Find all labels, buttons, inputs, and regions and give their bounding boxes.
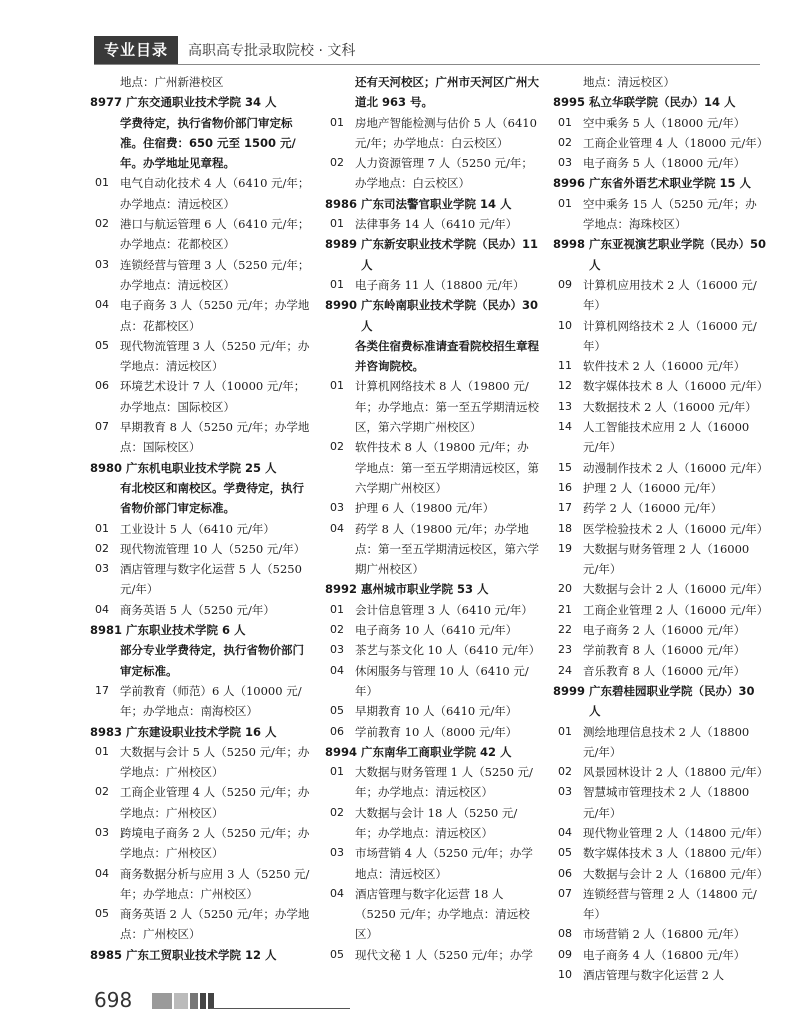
- major-code: 19: [558, 541, 572, 555]
- college-entry: [325, 579, 540, 599]
- major-entry: [553, 133, 768, 153]
- college-note: 学费待定，执行省物价部门审定标准。住宿费：650 元至 1500 元/年。办学地址见章程。: [120, 115, 296, 171]
- major-entry: [553, 417, 768, 458]
- college-code: 8990: [325, 298, 358, 313]
- major-code: 01: [558, 196, 572, 210]
- major-code: 01: [330, 602, 344, 616]
- college-code: 8992: [325, 582, 358, 597]
- major-text: 工商企业管理 2 人（16000 元/年）: [583, 602, 769, 617]
- college-code: 8996: [553, 176, 586, 191]
- college-name: 广东新安职业技术学院（民办）11 人: [361, 237, 539, 272]
- college-note: 各类住宿费标准请查看院校招生章程并咨询院校。: [355, 338, 539, 374]
- major-code: 02: [330, 623, 344, 637]
- college-entry: [90, 945, 315, 965]
- college-entry: [325, 234, 540, 275]
- major-entry: [90, 539, 315, 559]
- college-name: 广东司法警官职业学院 14 人: [361, 196, 512, 211]
- major-text: 电气自动化技术 4 人（6410 元/年；办学地点：清远校区）: [120, 176, 310, 211]
- college-name: 广东南华工商职业学院 42 人: [361, 744, 512, 759]
- major-code: 21: [558, 602, 572, 616]
- major-entry: [553, 823, 768, 843]
- major-entry: [90, 559, 315, 600]
- major-entry: [90, 295, 315, 336]
- college-note: 还有天河校区；广州市天河区广州大道北 963 号。: [355, 75, 539, 110]
- college-note: 有北校区和南校区。学费待定，执行省物价部门审定标准。: [120, 480, 304, 516]
- major-code: 02: [95, 541, 109, 555]
- major-text: 电子商务 4 人（16800 元/年）: [583, 947, 746, 962]
- major-text: 酒店管理与数字化运营 2 人: [583, 968, 725, 983]
- major-code: 04: [558, 825, 572, 839]
- major-entry: [325, 498, 540, 518]
- major-text: 现代物流管理 3 人（5250 元/年；办学地点：清远校区）: [120, 338, 310, 374]
- major-code: 11: [558, 359, 572, 373]
- major-entry: [90, 417, 315, 458]
- college-entry: [90, 722, 315, 742]
- major-text: 电子商务 3 人（5250 元/年；办学地点：花都校区）: [120, 298, 310, 333]
- major-code: 04: [95, 866, 109, 880]
- college-entry: [325, 742, 540, 762]
- college-name: 广东亚视演艺职业学院（民办）50 人: [589, 237, 767, 272]
- major-text: 工商企业管理 4 人（5250 元/年；办学地点：广州校区）: [120, 785, 310, 820]
- major-entry: [325, 214, 540, 234]
- major-text: 空中乘务 5 人（18000 元/年）: [583, 115, 746, 130]
- college-entry: [553, 234, 768, 275]
- major-code: 22: [558, 623, 572, 637]
- major-entry: [553, 478, 768, 498]
- major-code: 05: [330, 704, 344, 718]
- major-text: 计算机网络技术 2 人（16000 元/年）: [583, 318, 757, 353]
- major-entry: [553, 498, 768, 518]
- major-code: 01: [330, 765, 344, 779]
- major-code: 04: [95, 602, 109, 616]
- major-code: 05: [558, 846, 572, 860]
- major-text: 人力资源管理 7 人（5250 元/年；办学地点：白云校区）: [355, 156, 533, 191]
- major-code: 03: [95, 825, 109, 839]
- major-code: 05: [95, 907, 109, 921]
- college-entry: [90, 92, 315, 112]
- major-text: 现代文秘 1 人（5250 元/年；办学: [355, 947, 533, 962]
- major-code: 01: [330, 115, 344, 129]
- major-entry: [325, 701, 540, 721]
- major-entry: [553, 884, 768, 925]
- major-entry: [90, 519, 315, 539]
- major-entry: [325, 519, 540, 580]
- major-text: 计算机应用技术 2 人（16000 元/年）: [583, 277, 757, 313]
- major-code: 07: [95, 420, 109, 434]
- major-text: 风景园林设计 2 人（18800 元/年）: [583, 765, 769, 780]
- major-text: 地点：清远校区）: [583, 75, 675, 89]
- major-code: 02: [558, 765, 572, 779]
- major-entry: [553, 843, 768, 863]
- major-code: 04: [330, 521, 344, 535]
- college-name: 广东交通职业技术学院 34 人: [126, 95, 277, 110]
- major-entry: [553, 539, 768, 580]
- major-code: 06: [558, 866, 572, 880]
- college-entry: [553, 681, 768, 722]
- college-note: 部分专业学费待定，执行省物价部门审定标准。: [120, 643, 304, 678]
- footer-divider: [210, 1008, 350, 1009]
- major-code: 04: [330, 886, 344, 900]
- major-text: 大数据与会计 2 人（16000 元/年）: [583, 582, 769, 597]
- major-entry: [325, 113, 540, 154]
- major-code: 02: [95, 217, 109, 231]
- major-entry: [90, 681, 315, 722]
- major-text: 工商企业管理 4 人（18000 元/年）: [583, 135, 769, 150]
- college-code: 8983: [90, 724, 123, 739]
- major-code: 05: [95, 338, 109, 352]
- major-text: 大数据与会计 18 人（5250 元/年；办学地点：清远校区）: [355, 805, 518, 840]
- major-code: 12: [558, 379, 572, 393]
- major-entry: [553, 722, 768, 763]
- major-text: 学前教育 8 人（16000 元/年）: [583, 643, 746, 658]
- major-code: 16: [558, 480, 572, 494]
- major-text: 酒店管理与数字化运营 5 人（5250 元/年）: [120, 562, 302, 597]
- college-code: 8995: [553, 95, 586, 110]
- major-text: 跨境电子商务 2 人（5250 元/年；办学地点：广州校区）: [120, 825, 310, 861]
- major-text: 电子商务 11 人（18800 元/年）: [355, 277, 525, 292]
- major-code: 04: [95, 298, 109, 312]
- major-entry: [553, 113, 768, 133]
- major-code: 07: [558, 886, 572, 900]
- major-code: 17: [558, 501, 572, 515]
- major-text: 市场营销 2 人（16800 元/年）: [583, 927, 746, 942]
- college-code: 8998: [553, 237, 586, 252]
- major-text: 工业设计 5 人（6410 元/年）: [120, 521, 275, 536]
- major-entry: [90, 782, 315, 823]
- college-code: 8994: [325, 744, 358, 759]
- college-code: 8980: [90, 460, 123, 475]
- major-code: 15: [558, 460, 572, 474]
- major-entry: [553, 864, 768, 884]
- major-text: 房地产智能检测与估价 5 人（6410 元/年；办学地点：白云校区）: [355, 115, 537, 150]
- major-text: 学前教育（师范）6 人（10000 元/年；办学地点：南海校区）: [120, 683, 302, 719]
- major-code: 01: [558, 115, 572, 129]
- major-text: 软件技术 8 人（19800 元/年；办学地点：第一至五学期清远校区，第六学期广州校区）: [355, 440, 539, 495]
- major-code: 02: [330, 156, 344, 170]
- major-text: 大数据与会计 2 人（16800 元/年）: [583, 866, 769, 881]
- major-text: 电子商务 2 人（16000 元/年）: [583, 623, 746, 638]
- major-entry: [90, 173, 315, 214]
- major-entry: [90, 600, 315, 620]
- major-text: 护理 2 人（16000 元/年）: [583, 480, 723, 495]
- college-code: 8999: [553, 683, 586, 698]
- major-entry: [553, 458, 768, 478]
- major-code: 01: [95, 521, 109, 535]
- major-text: 电子商务 10 人（6410 元/年）: [355, 623, 518, 638]
- major-entry: [325, 722, 540, 742]
- major-code: 10: [558, 318, 572, 332]
- major-text: 大数据与财务管理 1 人（5250 元/年；办学地点：清远校区）: [355, 765, 533, 800]
- major-entry: [553, 153, 768, 173]
- major-text: 药学 2 人（16000 元/年）: [583, 501, 723, 516]
- major-code: 03: [95, 257, 109, 271]
- section-tag: 专业目录: [94, 36, 178, 64]
- major-code: 18: [558, 521, 572, 535]
- major-code: 24: [558, 663, 572, 677]
- college-entry: [90, 458, 315, 478]
- college-name: 广东职业技术学院 6 人: [126, 623, 246, 638]
- major-text: 酒店管理与数字化运营 18 人（5250 元/年；办学地点：清远校区）: [355, 886, 530, 942]
- major-code: 05: [330, 947, 344, 961]
- major-entry: [553, 640, 768, 660]
- college-name: 私立华联学院（民办）14 人: [589, 95, 736, 110]
- major-text: 大数据技术 2 人（16000 元/年）: [583, 399, 757, 414]
- major-entry: [90, 336, 315, 377]
- major-text: 人工智能技术应用 2 人（16000 元/年）: [583, 420, 750, 455]
- major-code: 17: [95, 683, 109, 697]
- major-entry: [90, 904, 315, 945]
- major-code: 01: [330, 379, 344, 393]
- major-text: 法律事务 14 人（6410 元/年）: [355, 217, 518, 232]
- major-code: 01: [95, 744, 109, 758]
- major-text: 护理 6 人（19800 元/年）: [355, 501, 495, 516]
- major-entry: [325, 762, 540, 803]
- column-1: [90, 72, 315, 965]
- major-entry: [553, 194, 768, 235]
- major-code: 14: [558, 420, 572, 434]
- major-text: 早期教育 8 人（5250 元/年；办学地点：国际校区）: [120, 420, 310, 455]
- major-text: 连锁经营与管理 2 人（14800 元/年）: [583, 886, 757, 922]
- major-text: 商务数据分析与应用 3 人（5250 元/年；办学地点：广州校区）: [120, 866, 310, 901]
- major-code: 09: [558, 277, 572, 291]
- major-entry: [553, 356, 768, 376]
- major-code: 02: [330, 805, 344, 819]
- major-text: 电子商务 5 人（18000 元/年）: [583, 156, 746, 171]
- college-name: 广东岭南职业技术学院（民办）30 人: [361, 298, 539, 333]
- major-entry: [325, 640, 540, 660]
- major-text: 地点：广州新港校区: [120, 75, 224, 89]
- major-text: 医学检验技术 2 人（16000 元/年）: [583, 521, 769, 536]
- major-text: 测绘地理信息技术 2 人（18800 元/年）: [583, 724, 750, 759]
- major-entry: [553, 72, 768, 92]
- major-entry: [325, 620, 540, 640]
- major-code: 08: [558, 927, 572, 941]
- major-entry: [553, 965, 768, 985]
- college-name: 广东碧桂园职业学院（民办）30 人: [589, 683, 755, 719]
- college-entry: [553, 173, 768, 193]
- major-code: 03: [330, 643, 344, 657]
- major-text: 动漫制作技术 2 人（16000 元/年）: [583, 460, 769, 475]
- major-entry: [325, 376, 540, 437]
- major-code: 01: [330, 277, 344, 291]
- major-code: 03: [558, 156, 572, 170]
- major-code: 03: [95, 562, 109, 576]
- college-code: 8986: [325, 196, 358, 211]
- major-entry: [325, 843, 540, 884]
- major-text: 学前教育 10 人（8000 元/年）: [355, 724, 518, 739]
- major-text: 休闲服务与管理 10 人（6410 元/年）: [355, 663, 529, 698]
- major-text: 音乐教育 8 人（16000 元/年）: [583, 663, 746, 678]
- major-entry: [553, 376, 768, 396]
- major-entry: [553, 316, 768, 357]
- header-divider: [94, 64, 760, 65]
- major-entry: [90, 376, 315, 417]
- major-text: 商务英语 2 人（5250 元/年；办学地点：广州校区）: [120, 907, 310, 942]
- major-text: 市场营销 4 人（5250 元/年；办学地点：清远校区）: [355, 846, 533, 881]
- major-entry: [325, 153, 540, 194]
- major-text: 空中乘务 15 人（5250 元/年；办学地点：海珠校区）: [583, 196, 757, 232]
- major-code: 03: [558, 785, 572, 799]
- section-subtitle: 高职高专批录取院校 · 文科: [188, 43, 356, 59]
- college-name: 广东建设职业技术学院 16 人: [126, 724, 277, 739]
- major-code: 20: [558, 582, 572, 596]
- college-name: 广东机电职业技术学院 25 人: [126, 460, 277, 475]
- page-number: 698: [94, 988, 133, 1012]
- major-text: 现代物业管理 2 人（14800 元/年）: [583, 825, 769, 840]
- major-entry: [90, 823, 315, 864]
- major-entry: [553, 924, 768, 944]
- major-code: 06: [330, 724, 344, 738]
- major-code: 03: [330, 501, 344, 515]
- major-entry: [553, 397, 768, 417]
- column-3: [553, 72, 768, 985]
- major-entry: [553, 782, 768, 823]
- major-entry: [90, 864, 315, 905]
- major-code: 04: [330, 663, 344, 677]
- major-entry: [325, 600, 540, 620]
- major-entry: [325, 945, 540, 965]
- major-code: 09: [558, 947, 572, 961]
- major-entry: [553, 762, 768, 782]
- major-text: 现代物流管理 10 人（5250 元/年）: [120, 541, 306, 556]
- college-entry: [553, 92, 768, 112]
- major-entry: [325, 661, 540, 702]
- major-text: 数字媒体技术 3 人（18800 元/年）: [583, 846, 769, 861]
- major-code: 01: [558, 724, 572, 738]
- major-entry: [90, 742, 315, 783]
- major-entry: [553, 661, 768, 681]
- footer-decoration: [152, 993, 216, 1009]
- major-code: 06: [95, 379, 109, 393]
- major-entry: [553, 945, 768, 965]
- major-text: 大数据与财务管理 2 人（16000 元/年）: [583, 541, 750, 577]
- major-text: 会计信息管理 3 人（6410 元/年）: [355, 602, 533, 617]
- major-code: 01: [330, 217, 344, 231]
- major-text: 连锁经营与管理 3 人（5250 元/年；办学地点：清远校区）: [120, 257, 310, 292]
- major-code: 03: [330, 846, 344, 860]
- major-entry: [325, 884, 540, 945]
- major-entry: [553, 600, 768, 620]
- major-text: 大数据与会计 5 人（5250 元/年；办学地点：广州校区）: [120, 744, 310, 780]
- major-text: 商务英语 5 人（5250 元/年）: [120, 602, 275, 617]
- major-text: 智慧城市管理技术 2 人（18800 元/年）: [583, 785, 750, 820]
- major-code: 02: [330, 440, 344, 454]
- major-entry: [553, 275, 768, 316]
- major-code: 13: [558, 399, 572, 413]
- major-code: 01: [95, 176, 109, 190]
- college-entry: [325, 194, 540, 214]
- college-code: 8985: [90, 947, 123, 962]
- major-text: 数字媒体技术 8 人（16000 元/年）: [583, 379, 769, 394]
- major-entry: [325, 275, 540, 295]
- column-2: [325, 72, 540, 965]
- major-entry: [553, 620, 768, 640]
- college-code: 8989: [325, 237, 358, 252]
- college-code: 8981: [90, 623, 123, 638]
- major-code: 23: [558, 643, 572, 657]
- major-text: 茶艺与茶文化 10 人（6410 元/年）: [355, 643, 541, 658]
- college-entry: [90, 620, 315, 640]
- page-header: [94, 36, 355, 64]
- college-entry: [325, 295, 540, 336]
- major-text: 药学 8 人（19800 元/年；办学地点：第一至五学期清远校区，第六学期广州校区）: [355, 521, 539, 577]
- major-text: 港口与航运管理 6 人（6410 元/年；办学地点：花都校区）: [120, 217, 310, 252]
- major-entry: [90, 255, 315, 296]
- major-entry: [325, 437, 540, 498]
- college-name: 广东工贸职业技术学院 12 人: [126, 947, 277, 962]
- major-text: 计算机网络技术 8 人（19800 元/年；办学地点：第一至五学期清远校区，第六学期广州校区）: [355, 379, 539, 435]
- major-text: 早期教育 10 人（6410 元/年）: [355, 704, 518, 719]
- college-name: 惠州城市职业学院 53 人: [361, 582, 489, 597]
- major-text: 环境艺术设计 7 人（10000 元/年；办学地点：国际校区）: [120, 379, 306, 414]
- major-entry: [553, 519, 768, 539]
- college-code: 8977: [90, 95, 123, 110]
- major-entry: [90, 72, 315, 92]
- major-code: 02: [558, 135, 572, 149]
- major-code: 02: [95, 785, 109, 799]
- major-code: 10: [558, 968, 572, 982]
- college-name: 广东省外语艺术职业学院 15 人: [589, 176, 752, 191]
- major-text: 软件技术 2 人（16000 元/年）: [583, 359, 746, 374]
- major-entry: [325, 803, 540, 844]
- major-entry: [553, 579, 768, 599]
- major-entry: [90, 214, 315, 255]
